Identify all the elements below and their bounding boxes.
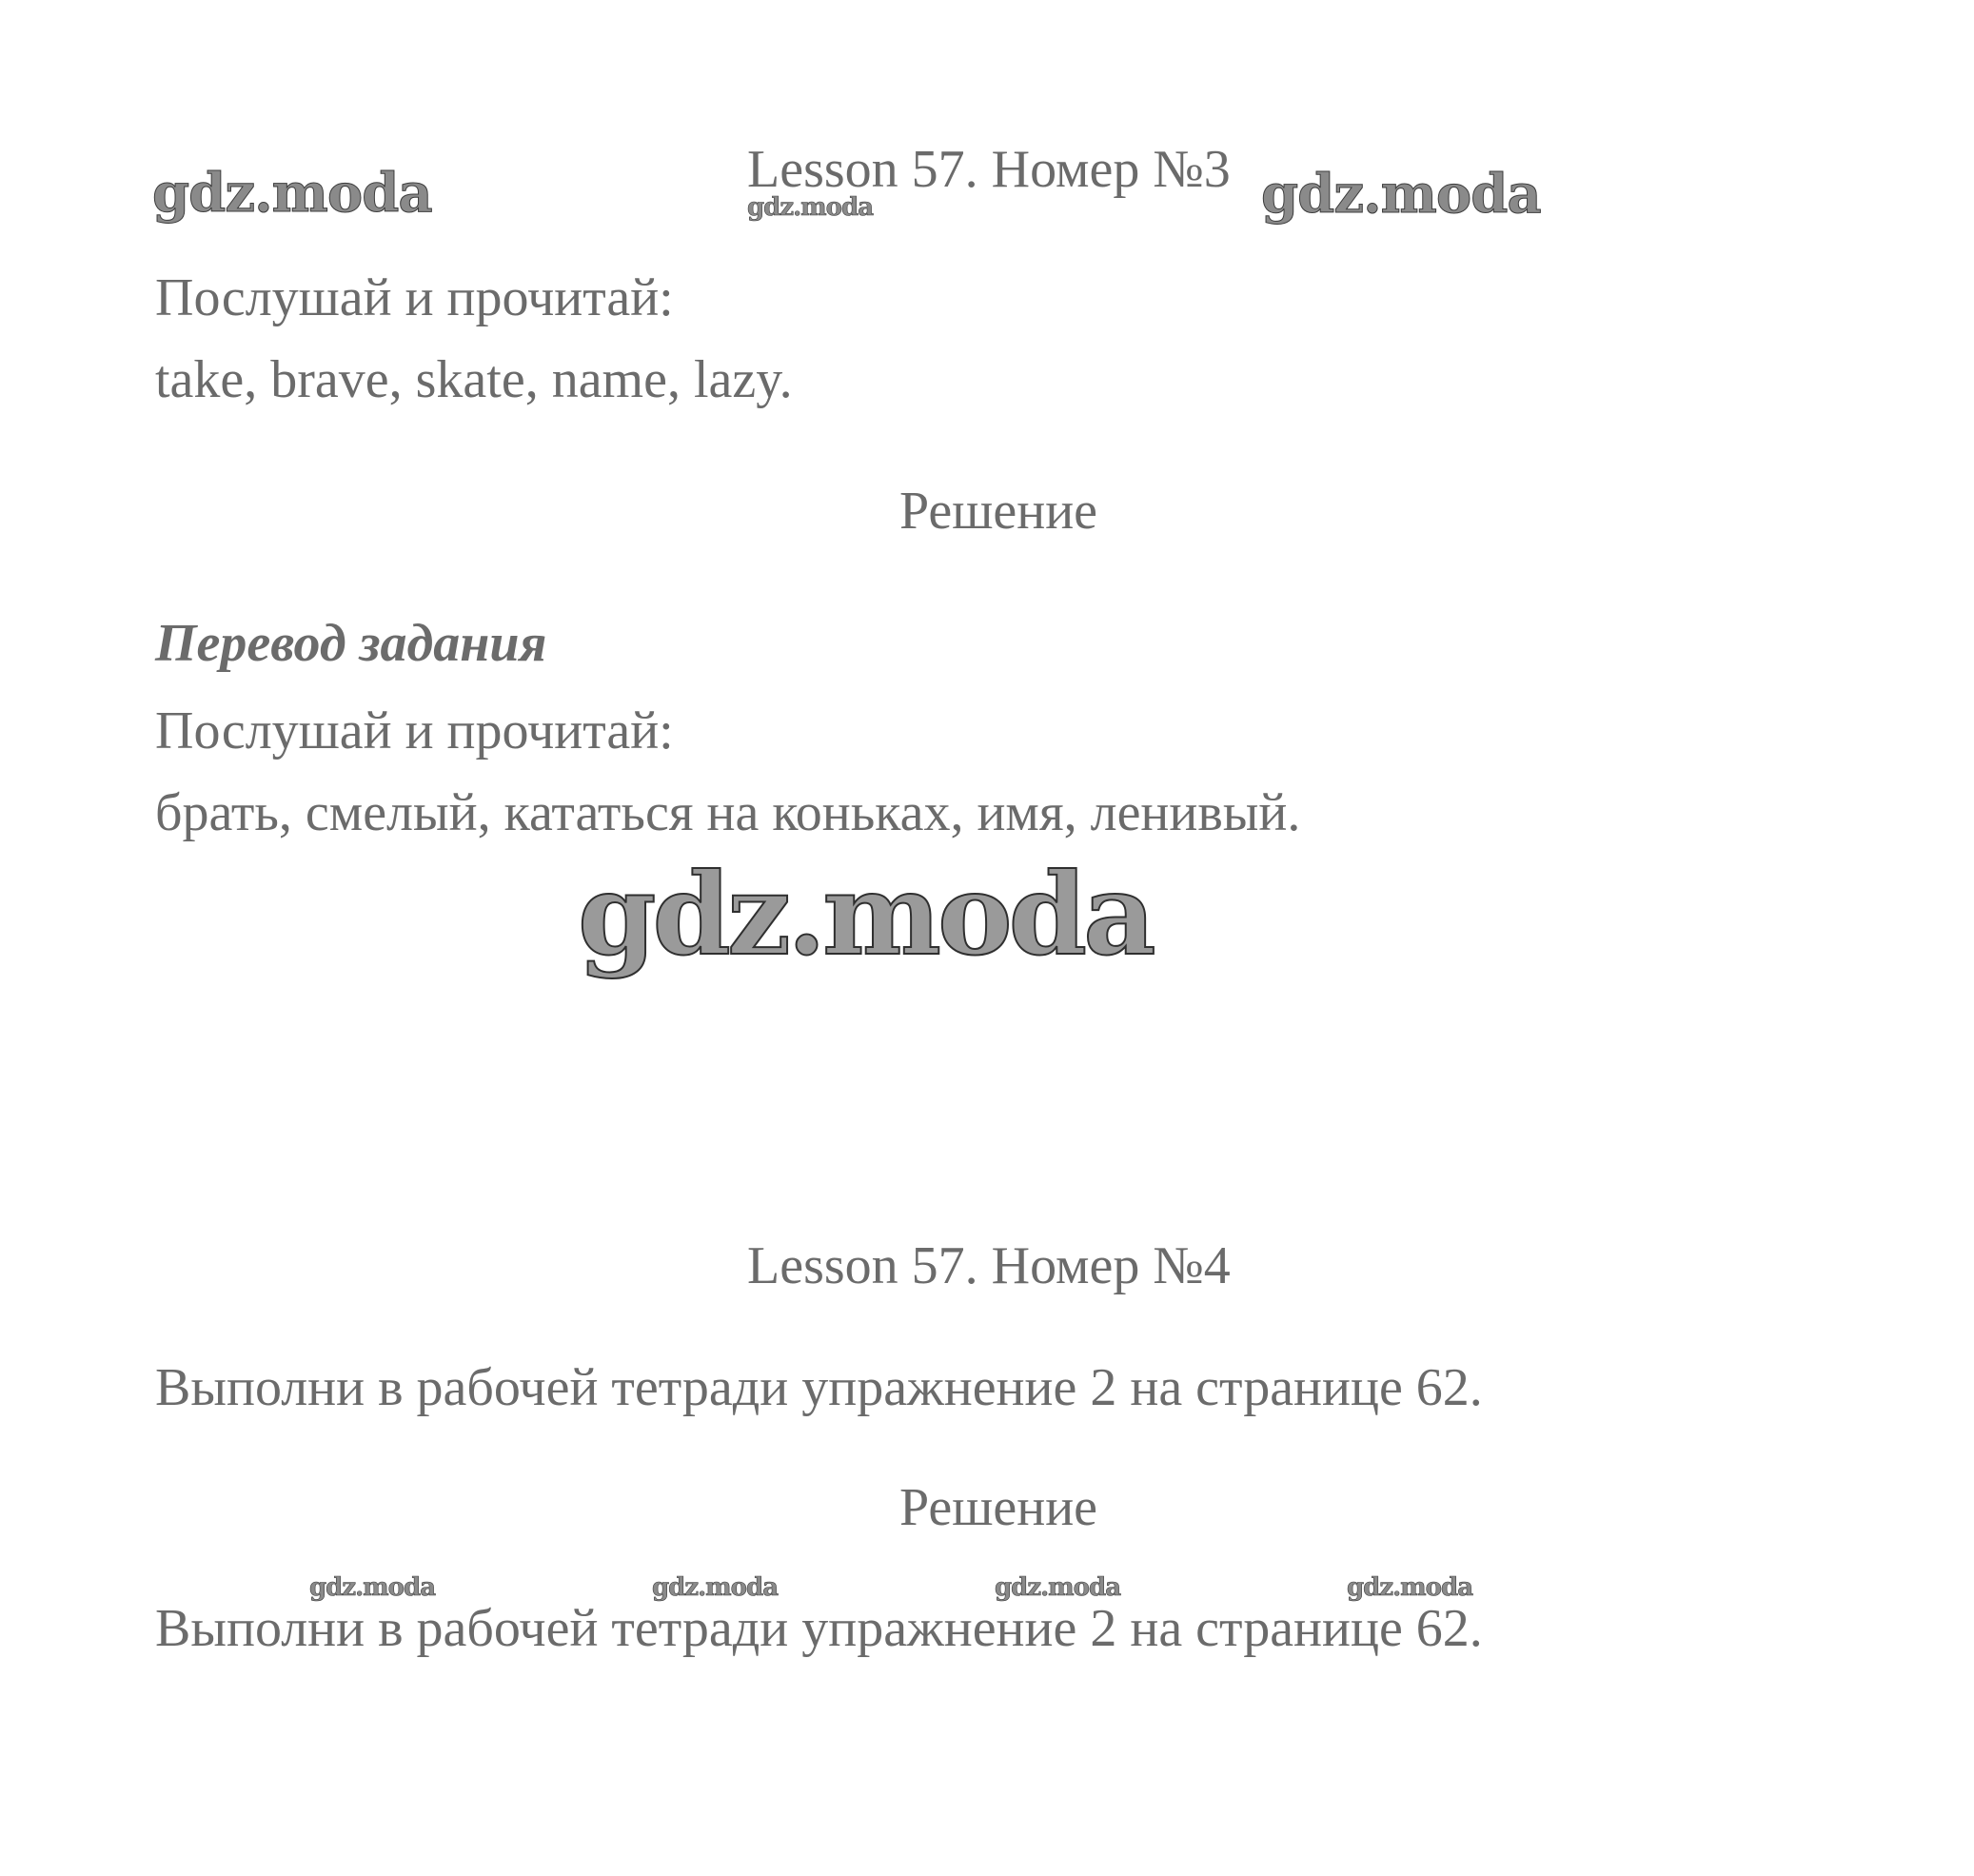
watermark-logo: gdz.moda xyxy=(747,193,874,222)
section1-solution-label: Решение xyxy=(899,482,1098,541)
watermark-logo: gdz.moda xyxy=(152,162,432,225)
section2-task-line: Выполни в рабочей тетради упражнение 2 на странице 62. xyxy=(155,1358,1483,1417)
watermark-logo: gdz.moda xyxy=(309,1573,436,1602)
watermark-logo: gdz.moda xyxy=(652,1573,779,1602)
watermark-logo: gdz.moda xyxy=(1261,163,1541,226)
watermark-logo: gdz.moda xyxy=(1347,1573,1473,1602)
watermark-logo: gdz.moda xyxy=(995,1573,1121,1602)
translation-line1: Послушай и прочитай: xyxy=(155,701,674,760)
section2-solution-label: Решение xyxy=(899,1478,1098,1537)
section1-title: Lesson 57. Номер №3 xyxy=(747,140,1231,199)
translation-heading: Перевод задания xyxy=(155,614,547,673)
watermark-logo: gdz.moda xyxy=(578,848,1153,980)
translation-line2: брать, смелый, кататься на коньках, имя, ленивый. xyxy=(155,783,1301,842)
section1-task-line2: take, brave, skate, name, lazy. xyxy=(155,350,793,409)
section2-title: Lesson 57. Номер №4 xyxy=(747,1236,1231,1295)
section1-task-line1: Послушай и прочитай: xyxy=(155,268,674,327)
section2-answer-line: Выполни в рабочей тетради упражнение 2 на странице 62. xyxy=(155,1599,1483,1658)
